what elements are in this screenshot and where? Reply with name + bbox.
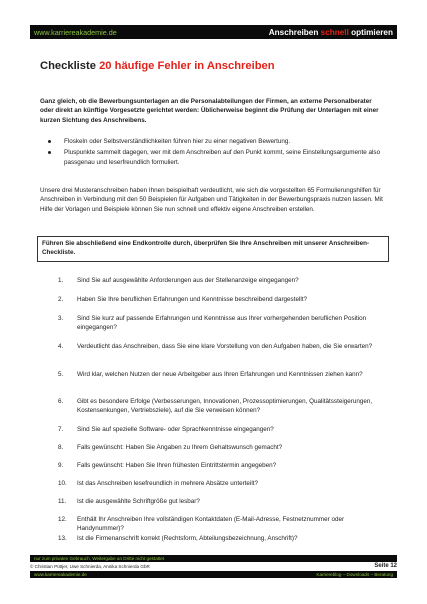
- info-box: Führen Sie abschließend eine Endkontrolle durch, überprüfen Sie Ihre Anschreiben mit unserer Anschreiben-Checkliste.: [37, 236, 389, 262]
- checklist-item: [58, 443, 388, 452]
- item-number: 1.: [58, 277, 64, 284]
- item-text: Ist die ausgewählte Schriftgröße gut lesbar?: [77, 498, 200, 505]
- checklist-item: [58, 425, 388, 434]
- title-before: Checkliste: [40, 60, 100, 72]
- tagline-highlight: schnell: [320, 27, 349, 37]
- checklist-item: [58, 295, 388, 304]
- item-text: Falls gewünscht: Haben Sie Ihren frühesten Eintrittstermin angegeben?: [77, 462, 277, 469]
- item-text: Sind Sie kurz auf passende Erfahrungen und Kenntnisse aus Ihrer vorhergehenden beruflichen Position eingegangen?: [77, 315, 367, 332]
- footer-info: [30, 563, 397, 570]
- item-number: 2.: [58, 296, 64, 303]
- tagline-before: Anschreiben: [268, 27, 321, 37]
- footer-copyright: © Christian Püttjer, Uwe Schnierda, Annika Schnierda GbR: [30, 564, 150, 569]
- item-number: 13.: [58, 535, 67, 542]
- footer-bar: [30, 571, 397, 578]
- checklist-item: [58, 497, 388, 506]
- bullet-item: Pluspunkte sammelt dagegen, wer mit dem Anschreiben auf den Punkt kommt, seine Einstellungsargumente also passgenau und leserfreundlich formuliert.: [40, 148, 386, 167]
- tagline-after: optimieren: [348, 27, 393, 37]
- item-number: 11.: [58, 498, 67, 505]
- item-text: Verdeutlicht das Anschreiben, dass Sie eine klare Vorstellung von den Aufgaben haben, die Sie erwarten?: [77, 343, 373, 350]
- title-highlight: 20 häufige Fehler in Anschreiben: [99, 60, 275, 72]
- footer-notice: nur zum privaten Gebrauch, Weitergabe an Dritte nicht gestattet: [30, 555, 397, 562]
- body-paragraph: Unsere drei Musteranschreiben haben Ihnen beispielhaft verdeutlicht, wie sich die vorgestellten 65 Formulierungshilfen für Anschreiben in Verbindung mit den 50 Beispielen für Aufgaben und Tätigkeiten in der Bewerbungspraxis nutzen lassen. Mit Hilfe der Vorlagen und Beispiele können Sie nun schnell und effektiv eigene Anschreiben erstellen.: [40, 187, 383, 213]
- item-number: 4.: [58, 343, 64, 350]
- checklist-item: [58, 342, 388, 351]
- checklist-item: [58, 370, 388, 379]
- item-text: Enthält Ihr Anschreiben Ihre vollständigen Kontaktdaten (E-Mail-Adresse, Festnetznummer oder Handynummer)?: [77, 516, 345, 533]
- item-text: Falls gewünscht: Haben Sie Angaben zu Ihrem Gehaltswunsch gemacht?: [77, 444, 283, 451]
- checklist-item: [58, 534, 388, 543]
- footer-url[interactable]: www.karriereakademie.de: [34, 572, 87, 577]
- footer-links[interactable]: Karriereblog – Downloads – Beratung: [316, 572, 393, 577]
- item-text: Ist das Anschreiben lesefreundlich in mehrere Absätze unterteilt?: [77, 480, 258, 487]
- checklist-item: [58, 461, 388, 470]
- item-number: 8.: [58, 444, 64, 451]
- item-text: Sind Sie auf spezielle Software- oder Sprachkenntnisse eingegangen?: [77, 426, 274, 433]
- item-text: Sind Sie auf ausgewählte Anforderungen aus der Stellenanzeige eingegangen?: [77, 277, 299, 284]
- checklist-item: [58, 314, 388, 333]
- intro-paragraph: Ganz gleich, ob die Bewerbungsunterlagen an die Personalabteilungen der Firmen, an externe Personalberater oder direkt an künftige Vorgesetzte gerichtet werden: Üblicherweise beginnt die Prüfung der Unterlagen mit einer kurzen Sichtung des Anschreibens.: [40, 98, 379, 124]
- checklist-item: [58, 276, 388, 285]
- header-bar: [30, 25, 397, 39]
- item-text: Ist die Firmenanschrift korrekt (Rechtsform, Abteilungsbezeichnung, Anschrift)?: [77, 535, 298, 542]
- item-text: Wird klar, welchen Nutzen der neue Arbeitgeber aus Ihren Erfahrungen und Kenntnissen ziehen kann?: [77, 371, 363, 378]
- item-number: 6.: [58, 398, 64, 405]
- item-number: 12.: [58, 516, 67, 523]
- item-number: 10.: [58, 480, 67, 487]
- checklist-item: [58, 479, 388, 488]
- bullet-list: [40, 137, 386, 169]
- header-tagline: [269, 28, 393, 37]
- page-number: Seite 12: [374, 563, 397, 569]
- item-text: Gibt es besondere Erfolge (Verbesserungen, Innovationen, Prozessoptimierungen, Qualitätssteigerungen, Kostensenkungen, Vertriebsziele), auf die Sie verweisen können?: [77, 398, 373, 415]
- item-number: 5.: [58, 371, 64, 378]
- page-title: [40, 60, 275, 72]
- checklist-item: [58, 397, 388, 416]
- header-url[interactable]: www.karriereakademie.de: [34, 27, 117, 37]
- item-number: 9.: [58, 462, 64, 469]
- item-number: 7.: [58, 426, 64, 433]
- bullet-item: Floskeln oder Selbstverständlichkeiten führen hier zu einer negativen Bewertung.: [40, 137, 386, 146]
- item-number: 3.: [58, 315, 64, 322]
- checklist-item: [58, 515, 388, 534]
- item-text: Haben Sie Ihre beruflichen Erfahrungen und Kenntnisse beschreibend dargestellt?: [77, 296, 307, 303]
